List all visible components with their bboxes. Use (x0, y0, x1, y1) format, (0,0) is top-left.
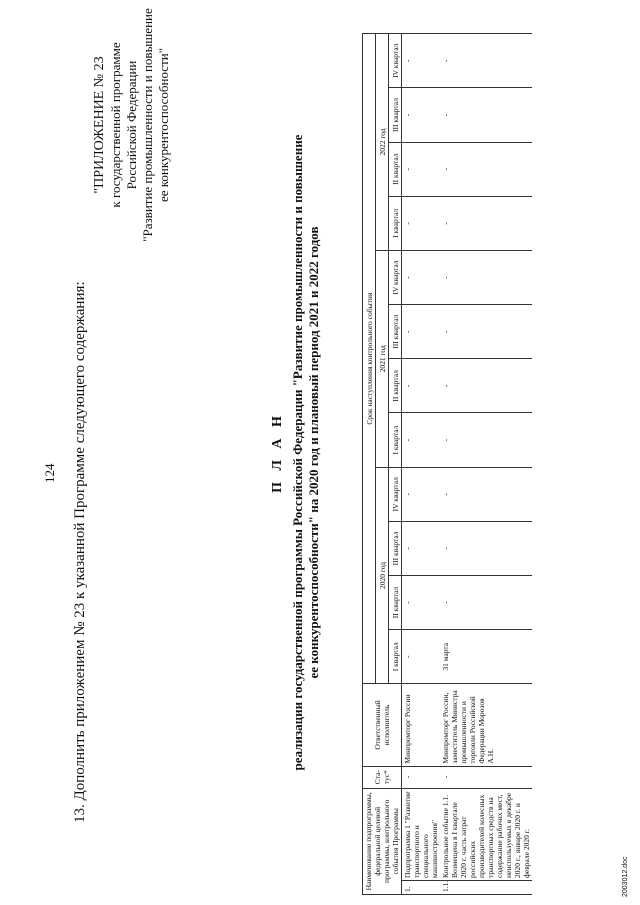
row-cell: - (440, 467, 532, 521)
plan-table (362, 33, 532, 895)
plan-subtitle-line: реализации государственной программы Российской Федерации "Развитие промышленности и повышение (290, 134, 305, 771)
row-cell: - (402, 305, 441, 359)
row-name: Подпрограмма 1 "Развитие транспортного и специального машиностроения" (402, 788, 441, 880)
header-status: Ста-тус* (363, 766, 402, 788)
appendix-line: "Развитие промышленности и повышение (140, 8, 155, 242)
row-cell: - (402, 575, 441, 629)
row-status: - (440, 766, 532, 788)
header-quarter: I квартал (389, 413, 402, 467)
row-cell: - (440, 305, 532, 359)
plan-subtitle-line: ее конкурентоспособности" на 2020 год и плановый период 2021 и 2022 годов (306, 226, 321, 679)
table-row (402, 34, 441, 895)
row-cell: - (402, 359, 441, 413)
header-quarter: IV квартал (389, 34, 402, 88)
header-quarter: III квартал (389, 305, 402, 359)
row-cell: - (402, 521, 441, 575)
header-name: Наименование подпрограммы, федеральной целевой программы, контрольного события Программы (363, 788, 402, 894)
header-year: 2020 год (376, 467, 389, 684)
header-quarter: II квартал (389, 575, 402, 629)
row-cell: - (402, 630, 441, 684)
plan-title: П Л А Н (270, 412, 285, 493)
appendix-line: ее конкурентоспособности" (156, 47, 171, 203)
header-quarter: IV квартал (389, 467, 402, 521)
appendix-heading: "ПРИЛОЖЕНИЕ № 23 (92, 56, 107, 194)
row-cell: - (402, 196, 441, 250)
row-responsible: Минпромторг России (402, 684, 441, 766)
header-quarter: III квартал (389, 88, 402, 142)
row-cell: - (402, 34, 441, 88)
appendix-heading-block (92, 0, 172, 255)
header-quarter: III квартал (389, 521, 402, 575)
row-status: - (402, 766, 441, 788)
header-quarter: II квартал (389, 359, 402, 413)
row-number: 1.1. (440, 880, 532, 894)
row-name: Контрольное событие 1.1. Возмещена в I квартале 2020 г. часть затрат российских производителей колесных транспортных средств на содержание рабочих мест, неиспользуемых в декабре 2020 г., январе 2020 г. и феврале 2020 г. (440, 788, 532, 880)
table-row (440, 34, 532, 895)
row-cell: - (402, 142, 441, 196)
row-cell: - (440, 521, 532, 575)
header-year: 2021 год (376, 250, 389, 467)
row-cell: - (440, 34, 532, 88)
appendix-line: к государственной программе (108, 42, 123, 208)
header-quarter: II квартал (389, 142, 402, 196)
row-cell: - (440, 413, 532, 467)
row-number: 1. (402, 880, 441, 894)
header-quarter: I квартал (389, 196, 402, 250)
plan-subtitle (290, 0, 322, 905)
header-quarter: I квартал (389, 630, 402, 684)
header-quarter: IV квартал (389, 250, 402, 304)
amendment-instruction: 13. Дополнить приложением № 23 к указанной Программе следующего содержания: (72, 281, 88, 823)
row-cell: - (440, 142, 532, 196)
row-cell: - (440, 575, 532, 629)
header-deadline: Срок наступления контрольного события (363, 34, 376, 684)
appendix-line: Российской Федерации (124, 60, 139, 190)
row-cell: - (402, 88, 441, 142)
row-cell: - (440, 196, 532, 250)
row-responsible: Минпромторг России, заместитель Министра промышленности и торговли Российской Федерации Морозов А.Н. (440, 684, 532, 766)
row-cell: - (402, 250, 441, 304)
page-number: 124 (42, 463, 57, 483)
row-cell: - (440, 250, 532, 304)
footer-filename: 2003012.doc (622, 856, 629, 897)
header-year: 2022 год (376, 34, 389, 251)
row-cell: - (440, 88, 532, 142)
row-cell: - (402, 467, 441, 521)
header-responsible: Ответственный исполнитель (363, 684, 402, 766)
row-cell: - (440, 359, 532, 413)
row-cell: - (402, 413, 441, 467)
row-cell: 31 марта (440, 630, 532, 684)
